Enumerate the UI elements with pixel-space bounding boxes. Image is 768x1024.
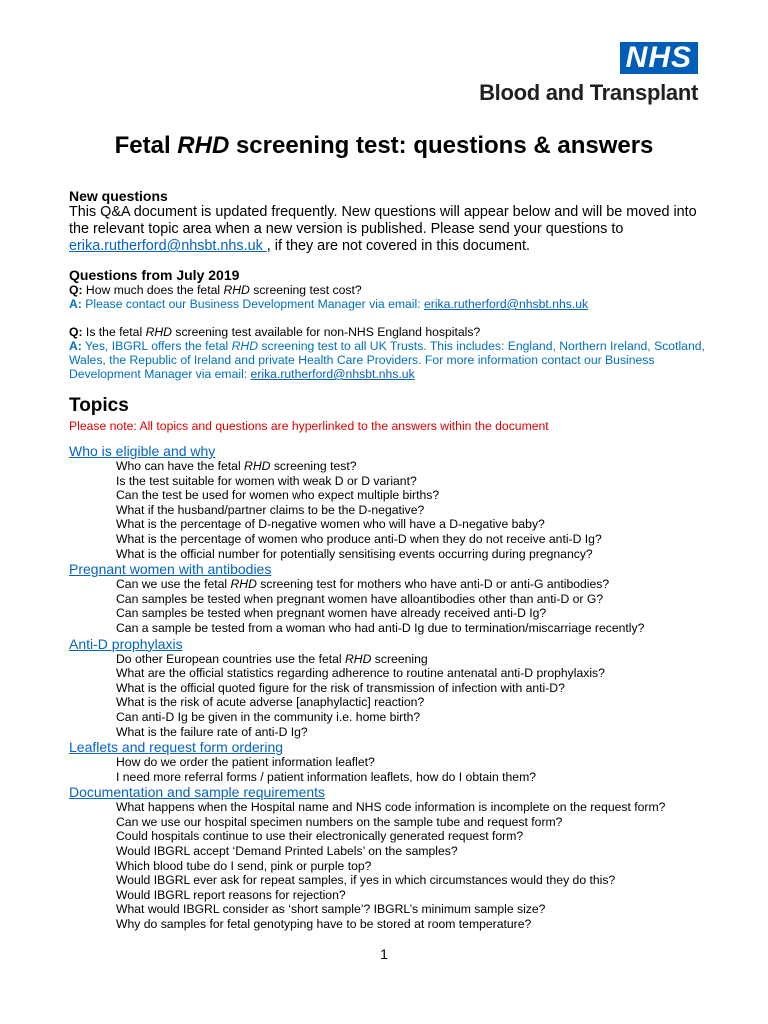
- topic-question-link[interactable]: What is the official quoted figure for the risk of transmission of infection with anti-D?: [116, 680, 565, 695]
- topic-question-link[interactable]: Do other European countries use the fetal RHD screening: [116, 651, 428, 666]
- question: [69, 283, 709, 297]
- title-prefix: Fetal: [114, 132, 178, 159]
- document-body: [69, 188, 709, 932]
- a-italic: RHD: [231, 339, 259, 353]
- topic-link[interactable]: Pregnant women with antibodies: [69, 561, 272, 578]
- topic-link[interactable]: Documentation and sample requirements: [69, 784, 326, 801]
- topic-question-link[interactable]: Would IBGRL report reasons for rejection?: [116, 887, 346, 902]
- topic-question-link[interactable]: What is the percentage of women who produce anti-D when they do not receive anti-D Ig?: [116, 531, 602, 546]
- q-italic: RHD: [223, 283, 250, 297]
- topic-question-link[interactable]: What is the official number for potentially sensitising events occurring during pregnancy?: [116, 546, 593, 561]
- answer-email-link[interactable]: erika.rutherford@nhsbt.nhs.uk: [423, 297, 589, 311]
- topic-question-link[interactable]: Can samples be tested when pregnant women have alloantibodies other than anti-D or G?: [116, 591, 604, 606]
- q-text-end: screening test cost?: [249, 283, 362, 297]
- topic-question-link[interactable]: Can we use our hospital specimen numbers on the sample tube and request form?: [116, 814, 563, 829]
- july-q1: [69, 283, 709, 311]
- nhs-logo: [479, 42, 698, 106]
- a-label: A:: [69, 339, 82, 353]
- topics-heading: Topics: [69, 395, 129, 416]
- topic-question-link[interactable]: What happens when the Hospital name and NHS code information is incomplete on the request form?: [116, 800, 666, 815]
- topics-note: Please note: All topics and questions are hyperlinked to the answers within the document: [69, 419, 549, 433]
- topic-question-link[interactable]: Can a sample be tested from a woman who had anti-D Ig due to termination/miscarriage recently?: [116, 620, 645, 635]
- new-questions-text: [69, 204, 709, 255]
- topic-question-link[interactable]: What would IBGRL consider as ‘short sample’? IBGRL’s minimum sample size?: [116, 902, 546, 917]
- logo-subtitle: Blood and Transplant: [479, 80, 698, 105]
- topic-question-link[interactable]: What if the husband/partner claims to be the D-negative?: [116, 502, 425, 517]
- a-text: Yes, IBGRL offers the fetal: [81, 339, 232, 353]
- contact-email-link[interactable]: erika.rutherford@nhsbt.nhs.uk: [69, 238, 267, 254]
- topic-question-link[interactable]: Can anti-D Ig be given in the community i.e. home birth?: [116, 709, 421, 724]
- topic-question-link[interactable]: What is the risk of acute adverse [anaphylactic] reaction?: [116, 695, 425, 710]
- a-text: Please contact our Business Development Manager via email:: [81, 297, 424, 311]
- title-suffix: screening test: questions & answers: [229, 132, 654, 159]
- topic-link[interactable]: Anti-D prophylaxis: [69, 635, 183, 652]
- topic-question-link[interactable]: Who can have the fetal RHD screening test?: [116, 459, 357, 473]
- topic-link[interactable]: Leaflets and request form ordering: [69, 739, 284, 756]
- topics-list: [69, 443, 709, 932]
- a-text-end: screening test to all UK Trusts. This includes: England, Northern Ireland, Scotland, Wales, the Republic of Ireland and private Health Care Providers. For more information contact our Business Development Manager via email:: [69, 339, 705, 381]
- answer-email-link[interactable]: erika.rutherford@nhsbt.nhs.uk: [250, 367, 415, 381]
- topic-question-link[interactable]: I need more referral forms / patient information leaflets, how do I obtain them?: [116, 769, 537, 784]
- topic-question-link[interactable]: Which blood tube do I send, pink or purple top?: [116, 858, 372, 873]
- july-q2: [69, 325, 709, 381]
- topic-question-link[interactable]: What is the failure rate of anti-D Ig?: [116, 724, 308, 739]
- q-text: Is the fetal: [82, 325, 146, 339]
- topic-link[interactable]: Who is eligible and why: [69, 443, 216, 459]
- title-italic: RHD: [177, 132, 230, 159]
- rhd-italic: RHD: [345, 651, 372, 666]
- new-questions-heading: New questions: [69, 188, 168, 204]
- q-italic: RHD: [145, 325, 172, 339]
- topic-question-link[interactable]: Can samples be tested when pregnant women have already received anti-D Ig?: [116, 606, 547, 621]
- q-label: Q:: [69, 325, 83, 339]
- a-label: A:: [69, 297, 82, 311]
- page-title: [0, 132, 768, 160]
- q-label: Q:: [69, 283, 83, 297]
- intro-text-2: , if they are not covered in this document.: [266, 238, 530, 254]
- topic-question-link[interactable]: Why do samples for fetal genotyping have to be stored at room temperature?: [116, 917, 532, 932]
- rhd-italic: RHD: [230, 577, 257, 592]
- topic-question-link[interactable]: Could hospitals continue to use their electronically generated request form?: [116, 829, 524, 844]
- topic-question-link[interactable]: Can we use the fetal RHD screening test for mothers who have anti-D or anti-G antibodies?: [116, 577, 610, 592]
- july-heading: Questions from July 2019: [69, 267, 240, 283]
- intro-text-1: This Q&A document is updated frequently. New questions will appear below and will be moved into the relevant topic area when a new version is published. Please send your questions to: [69, 204, 697, 237]
- answer: [69, 297, 709, 311]
- topic-question-link[interactable]: How do we order the patient information leaflet?: [116, 755, 375, 770]
- topic-question-link[interactable]: Can the test be used for women who expect multiple births?: [116, 488, 440, 503]
- topic-question-link[interactable]: Is the test suitable for women with weak D or D variant?: [116, 473, 417, 488]
- answer: [69, 339, 709, 381]
- q-text-end: screening test available for non-NHS England hospitals?: [171, 325, 481, 339]
- topic-question-link[interactable]: Would IBGRL accept ‘Demand Printed Labels’ on the samples?: [116, 844, 458, 859]
- topic-question-link[interactable]: Would IBGRL ever ask for repeat samples, if yes in which circumstances would they do this?: [116, 873, 616, 888]
- rhd-italic: RHD: [244, 459, 271, 473]
- topic-question-link[interactable]: What are the official statistics regarding adherence to routine antenatal anti-D prophylaxis?: [116, 666, 605, 681]
- q-text: How much does the fetal: [82, 283, 224, 297]
- page-number: 1: [380, 946, 388, 962]
- topic-question-link[interactable]: What is the percentage of D-negative women who will have a D-negative baby?: [116, 517, 545, 532]
- nhs-logo-mark: NHS: [620, 42, 698, 74]
- question: [69, 325, 709, 339]
